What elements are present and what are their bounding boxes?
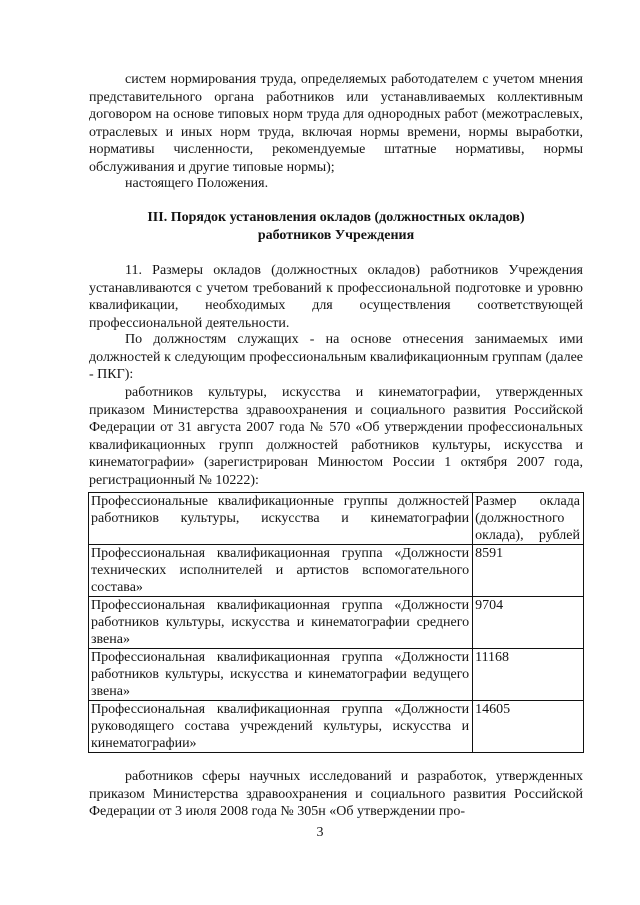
table-cell-group: Профессиональная квалификационная группа «Должности работников культуры, искусства и кинематографии ведущего звена» [89,649,473,701]
table-row [89,701,584,753]
paragraph-science-workers: работников сферы научных исследований и разработок, утвержденных приказом Министерства здравоохранения и социального развития Российской Федерации от 3 июля 2008 года № 305н «Об утверждении про- [89,769,583,819]
table-header-salary: Размер оклада (должностного оклада), рублей [473,493,584,545]
section-heading-line1: III. Порядок установления окладов (должностных окладов) [147,210,525,225]
page-number: 3 [316,825,324,840]
paragraph-employees: По должностям служащих - на основе отнесения занимаемых ими должностей к следующим профессиональным квалификационным группам (далее - ПКГ): [89,332,583,382]
table-row [89,649,584,701]
table-header-group: Профессиональные квалификационные группы должностей работников культуры, искусства и кинематографии [89,493,473,545]
table-cell-salary: 8591 [473,545,584,597]
paragraph-11: 11. Размеры окладов (должностных окладов) работников Учреждения устанавливаются с учетом требований к профессиональной подготовке и уровню квалификации, необходимых для осуществления соответствующей профессиональной деятельности. [89,263,583,331]
table-cell-group: Профессиональная квалификационная группа «Должности работников культуры, искусства и кинематографии среднего звена» [89,597,473,649]
intro-tail: настоящего Положения. [125,176,269,191]
paragraph-culture-workers: работников культуры, искусства и кинематографии, утвержденных приказом Министерства здравоохранения и социального развития Российской Федерации от 31 августа 2007 года № 570 «Об утверждении профессиональных квалификационных групп должностей работников культуры, искусства и кинематографии» (зарегистрирован Минюстом России 1 октября 2007 года, регистрационный № 10222): [89,385,583,488]
table-cell-salary: 11168 [473,649,584,701]
table-cell-salary: 9704 [473,597,584,649]
table-cell-group: Профессиональная квалификационная группа «Должности технических исполнителей и артистов вспомогательного состава» [89,545,473,597]
intro-paragraph: систем нормирования труда, определяемых работодателем с учетом мнения представительного органа работников или устанавливаемых коллективным договором на основе типовых норм труда для однородных работ (межотраслевых, отраслевых и иных норм труда, включая нормы времени, нормы выработки, нормативы численности, рекомендуемые штатные нормативы, нормы обслуживания и другие типовые нормы); [89,72,583,175]
section-heading [89,209,583,245]
salary-table [88,492,584,753]
table-cell-group: Профессиональная квалификационная группа «Должности руководящего состава учреждений культуры, искусства и кинематографии» [89,701,473,753]
table-cell-salary: 14605 [473,701,584,753]
section-heading-line2: работников Учреждения [257,228,415,243]
table-row [89,597,584,649]
table-header-row [89,493,584,545]
table-row [89,545,584,597]
